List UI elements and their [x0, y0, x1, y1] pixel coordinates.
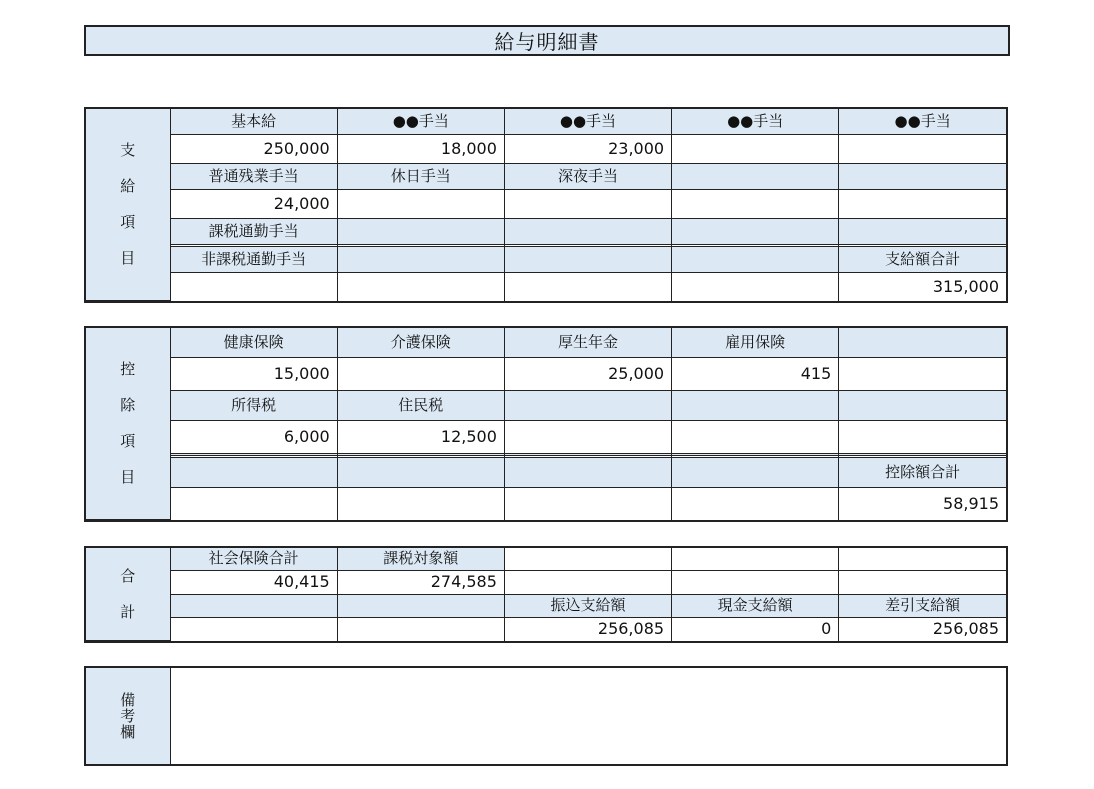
side-char: 目	[120, 468, 136, 486]
field-label	[672, 163, 839, 190]
field-value[interactable]	[504, 273, 671, 301]
side-char: 控	[120, 360, 136, 378]
field-label: 支給額合計	[839, 246, 1006, 273]
table-row	[86, 548, 1006, 570]
field-label: 健康保険	[170, 328, 337, 358]
page-title: 給与明細書	[84, 25, 1010, 56]
field-value[interactable]	[672, 570, 839, 594]
payments-side-label	[86, 109, 170, 301]
field-value[interactable]	[504, 190, 671, 218]
field-value[interactable]	[839, 570, 1006, 594]
side-char: 目	[120, 249, 136, 267]
field-label: 差引支給額	[839, 594, 1006, 617]
field-value[interactable]: 250,000	[170, 135, 337, 163]
field-label: ●●手当	[337, 109, 504, 135]
side-char: 給	[120, 177, 136, 195]
field-value[interactable]	[337, 617, 504, 641]
deduction-table	[86, 328, 1006, 520]
field-label: 社会保険合計	[170, 548, 337, 570]
side-char: 合	[120, 566, 136, 585]
field-label: ●●手当	[839, 109, 1006, 135]
table-row	[86, 421, 1006, 454]
field-value[interactable]	[672, 135, 839, 163]
field-label: 現金支給額	[672, 594, 839, 617]
table-row	[86, 218, 1006, 245]
field-value[interactable]: 58,915	[839, 488, 1006, 520]
totals-table	[86, 548, 1006, 641]
field-label	[170, 457, 337, 488]
field-label	[504, 390, 671, 421]
field-value[interactable]	[672, 488, 839, 520]
field-label	[672, 218, 839, 245]
field-label: 課税通勤手当	[170, 218, 337, 245]
field-value[interactable]	[672, 273, 839, 301]
field-value[interactable]	[839, 190, 1006, 218]
table-row	[86, 135, 1006, 163]
table-row	[86, 457, 1006, 488]
field-label: 住民税	[337, 390, 504, 421]
field-value[interactable]: 274,585	[337, 570, 504, 594]
side-char: 除	[120, 396, 136, 414]
field-value[interactable]: 6,000	[170, 421, 337, 454]
field-label	[672, 457, 839, 488]
remarks-side-label	[86, 668, 170, 764]
field-label	[839, 163, 1006, 190]
field-label	[170, 594, 337, 617]
field-value[interactable]: 256,085	[839, 617, 1006, 641]
field-label: 課税対象額	[337, 548, 504, 570]
field-value[interactable]	[170, 488, 337, 520]
side-char: 欄	[120, 722, 136, 741]
field-value[interactable]	[337, 358, 504, 391]
table-row	[86, 328, 1006, 358]
table-row	[86, 163, 1006, 190]
totals-section	[84, 546, 1008, 643]
field-label	[839, 328, 1006, 358]
field-value[interactable]	[337, 190, 504, 218]
field-value[interactable]	[839, 358, 1006, 391]
field-label	[839, 390, 1006, 421]
field-label	[337, 594, 504, 617]
field-label	[839, 218, 1006, 245]
payment-section	[84, 107, 1008, 303]
field-label	[672, 246, 839, 273]
field-value[interactable]	[337, 488, 504, 520]
field-value[interactable]: 415	[672, 358, 839, 391]
field-label	[337, 457, 504, 488]
table-row	[86, 358, 1006, 391]
table-row	[86, 109, 1006, 135]
side-char: 計	[120, 602, 136, 621]
totals-side-label	[86, 548, 170, 641]
field-label: ●●手当	[504, 109, 671, 135]
field-value[interactable]	[504, 570, 671, 594]
table-row	[86, 594, 1006, 617]
table-row	[86, 617, 1006, 641]
field-value[interactable]	[337, 273, 504, 301]
deductions-side-label	[86, 328, 170, 520]
field-value[interactable]	[672, 421, 839, 454]
field-label	[504, 457, 671, 488]
field-label	[337, 246, 504, 273]
field-label: 厚生年金	[504, 328, 671, 358]
table-row	[86, 390, 1006, 421]
side-char: 項	[120, 432, 136, 450]
field-value[interactable]: 15,000	[170, 358, 337, 391]
field-label	[504, 246, 671, 273]
field-label: 雇用保険	[672, 328, 839, 358]
field-value[interactable]	[839, 421, 1006, 454]
field-value[interactable]	[170, 273, 337, 301]
field-label: 深夜手当	[504, 163, 671, 190]
field-value[interactable]: 25,000	[504, 358, 671, 391]
field-value[interactable]	[504, 421, 671, 454]
field-value[interactable]: 315,000	[839, 273, 1006, 301]
field-value[interactable]: 18,000	[337, 135, 504, 163]
field-value[interactable]: 23,000	[504, 135, 671, 163]
field-value[interactable]: 256,085	[504, 617, 671, 641]
side-char: 考	[120, 706, 136, 725]
payment-table	[86, 109, 1006, 301]
field-label	[672, 390, 839, 421]
field-value[interactable]	[170, 617, 337, 641]
remarks-field[interactable]	[170, 668, 1006, 764]
field-label: 介護保険	[337, 328, 504, 358]
field-value[interactable]	[672, 190, 839, 218]
table-row	[86, 570, 1006, 594]
table-row	[86, 246, 1006, 273]
remarks-section	[84, 666, 1008, 766]
field-value[interactable]: 0	[672, 617, 839, 641]
field-value[interactable]	[839, 135, 1006, 163]
field-label: 非課税通勤手当	[170, 246, 337, 273]
deduction-section	[84, 326, 1008, 522]
field-label: 控除額合計	[839, 457, 1006, 488]
table-row	[86, 273, 1006, 301]
side-char: 項	[120, 213, 136, 231]
field-value[interactable]: 40,415	[170, 570, 337, 594]
table-row	[86, 190, 1006, 218]
field-value[interactable]: 12,500	[337, 421, 504, 454]
field-value[interactable]	[504, 548, 671, 570]
field-value[interactable]	[504, 488, 671, 520]
field-label	[504, 218, 671, 245]
field-value[interactable]: 24,000	[170, 190, 337, 218]
field-label: 休日手当	[337, 163, 504, 190]
side-char: 備	[120, 690, 136, 709]
field-label: 普通残業手当	[170, 163, 337, 190]
table-row	[86, 488, 1006, 520]
field-label: 基本給	[170, 109, 337, 135]
side-char: 支	[120, 141, 136, 159]
field-label: ●●手当	[672, 109, 839, 135]
field-label: 振込支給額	[504, 594, 671, 617]
field-label: 所得税	[170, 390, 337, 421]
field-value[interactable]	[839, 548, 1006, 570]
field-value[interactable]	[672, 548, 839, 570]
remarks-table	[86, 668, 1006, 764]
field-label	[337, 218, 504, 245]
